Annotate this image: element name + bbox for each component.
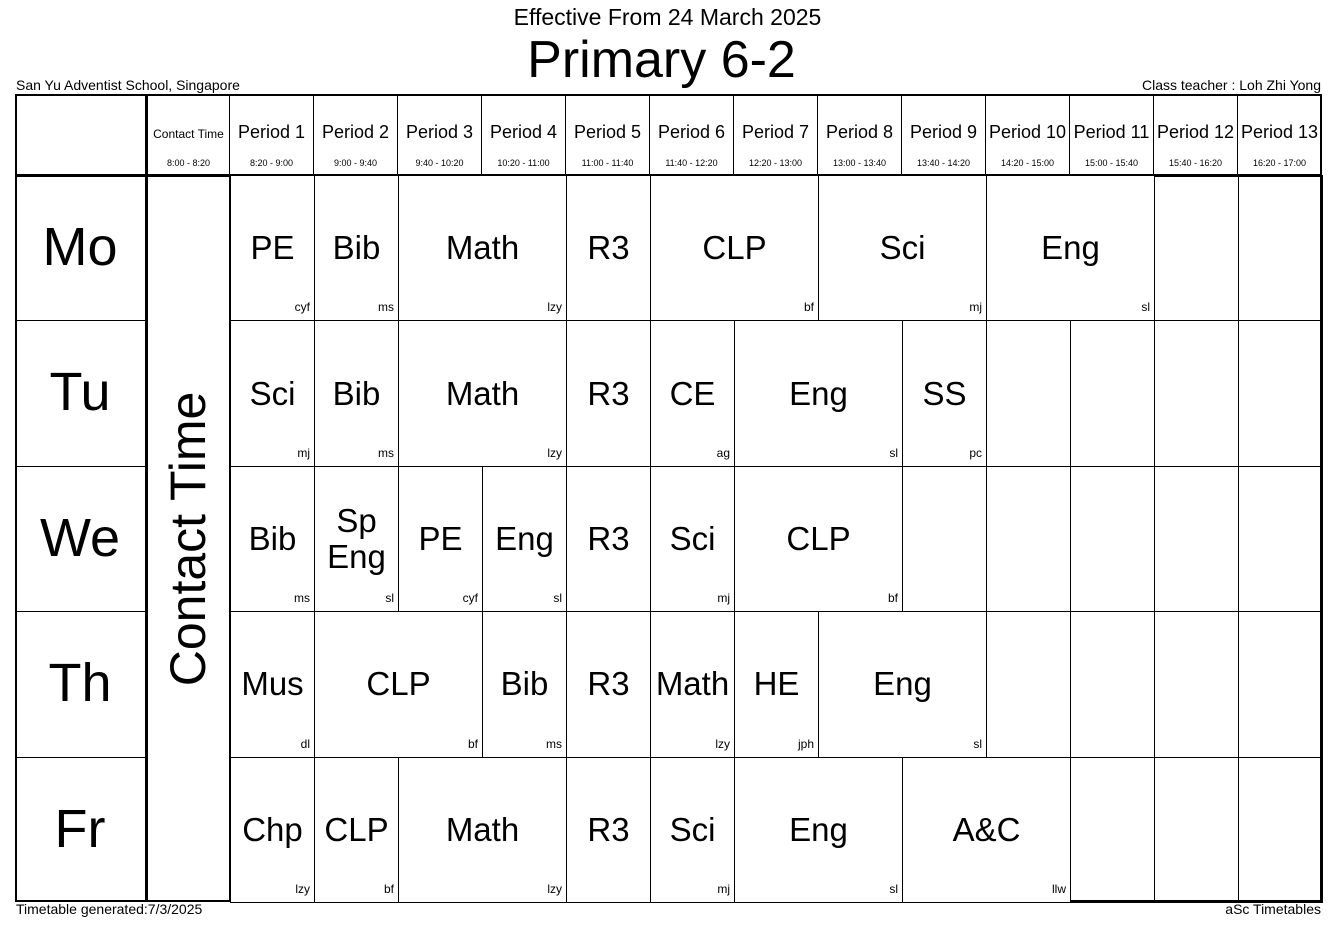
lesson-teacher: llw xyxy=(1052,881,1066,896)
period-name: Period 4 xyxy=(489,122,558,142)
lesson-subject: Chp xyxy=(242,810,303,848)
empty-slot xyxy=(1154,611,1239,757)
contact-time-column-label: Contact Time xyxy=(159,391,216,686)
period-name: Period 10 xyxy=(988,122,1067,142)
empty-slot xyxy=(1070,611,1155,757)
day-label: We xyxy=(39,507,121,568)
lesson-subject: Sci xyxy=(249,374,296,412)
period-time: 15:40 - 16:20 xyxy=(1168,158,1223,168)
empty-slot xyxy=(902,466,987,612)
lesson-subject: A&C xyxy=(952,810,1021,848)
period-header-12 xyxy=(1154,94,1238,175)
lesson-teacher: sl xyxy=(385,591,394,606)
lesson-card[interactable] xyxy=(482,466,567,612)
period-time: 16:20 - 17:00 xyxy=(1252,158,1307,168)
lesson-teacher: mj xyxy=(717,881,730,896)
lesson-teacher: dl xyxy=(300,736,310,751)
day-row-divider xyxy=(15,466,146,467)
lesson-card[interactable] xyxy=(314,611,483,757)
lesson-subject: Sci xyxy=(669,810,716,848)
contact-time-range: 8:00 - 8:20 xyxy=(166,158,211,168)
period-name: Period 3 xyxy=(405,122,474,142)
lesson-teacher: cyf xyxy=(294,300,310,315)
lesson-teacher: bf xyxy=(803,300,814,315)
lesson-teacher: bf xyxy=(467,736,478,751)
lesson-subject: Math xyxy=(445,374,520,412)
lesson-teacher: lzy xyxy=(295,881,310,896)
lesson-card[interactable] xyxy=(818,611,987,757)
period-header-7 xyxy=(734,94,818,175)
lesson-teacher: sl xyxy=(973,736,982,751)
generated-date: Timetable generated:7/3/2025 xyxy=(16,901,203,917)
period-time: 15:00 - 15:40 xyxy=(1084,158,1139,168)
empty-slot xyxy=(1154,175,1239,321)
lesson-subject: Bib xyxy=(500,665,549,703)
lesson-subject: Bib xyxy=(332,229,381,267)
lesson-teacher: ms xyxy=(378,300,394,315)
period-time: 10:20 - 11:00 xyxy=(497,158,550,168)
lesson-card[interactable] xyxy=(314,320,399,466)
period-name: Period 2 xyxy=(321,122,390,142)
lesson-card[interactable] xyxy=(902,757,1071,903)
lesson-subject: R3 xyxy=(587,229,630,267)
lesson-teacher: mj xyxy=(717,591,730,606)
period-time: 11:00 - 11:40 xyxy=(581,158,634,168)
empty-slot xyxy=(1154,320,1239,466)
period-name: Period 9 xyxy=(909,122,978,142)
lesson-subject: Eng xyxy=(1041,229,1100,267)
day-label: Tu xyxy=(49,362,111,423)
lesson-teacher: cyf xyxy=(462,591,478,606)
empty-slot xyxy=(1238,320,1323,466)
lesson-subject: Eng xyxy=(495,519,554,557)
lesson-subject: Sp Eng xyxy=(327,501,386,575)
lesson-teacher: ag xyxy=(716,445,730,460)
lesson-teacher: ms xyxy=(294,591,310,606)
lesson-card[interactable] xyxy=(230,320,315,466)
day-label: Mo xyxy=(42,217,118,277)
lesson-subject: R3 xyxy=(587,374,630,412)
lesson-teacher: lzy xyxy=(547,881,562,896)
lesson-teacher: ms xyxy=(378,445,394,460)
lesson-subject: Sci xyxy=(879,229,926,267)
lesson-card[interactable] xyxy=(566,320,651,466)
lesson-teacher: bf xyxy=(887,591,898,606)
lesson-subject: R3 xyxy=(587,519,630,557)
lesson-subject: Mus xyxy=(241,665,304,703)
period-header-8 xyxy=(818,94,902,175)
lesson-card[interactable] xyxy=(314,175,399,321)
lesson-card[interactable] xyxy=(314,757,399,903)
lesson-subject: CLP xyxy=(324,810,389,848)
lesson-card[interactable] xyxy=(902,320,987,466)
period-header-9 xyxy=(902,94,986,175)
period-time: 12:20 - 13:00 xyxy=(748,158,803,168)
lesson-card[interactable] xyxy=(230,757,315,903)
period-name: Period 1 xyxy=(237,122,306,142)
lesson-subject: Eng xyxy=(873,665,932,703)
period-name: Period 6 xyxy=(657,122,726,142)
lesson-teacher: mj xyxy=(969,300,982,315)
lesson-subject: CLP xyxy=(786,519,851,557)
lesson-teacher: lzy xyxy=(547,300,562,315)
lesson-card[interactable] xyxy=(230,466,315,612)
empty-slot xyxy=(986,466,1071,612)
period-name: Period 12 xyxy=(1156,122,1235,142)
period-header-3 xyxy=(398,94,482,175)
lesson-subject: PE xyxy=(250,229,295,267)
lesson-card[interactable] xyxy=(566,175,651,321)
lesson-subject: Eng xyxy=(789,374,848,412)
lesson-subject: Math xyxy=(655,665,730,703)
lesson-card[interactable] xyxy=(314,466,399,612)
lesson-teacher: lzy xyxy=(715,736,730,751)
lesson-card[interactable] xyxy=(398,320,567,466)
lesson-card[interactable] xyxy=(230,175,315,321)
period-header-13 xyxy=(1238,94,1322,175)
effective-date: Effective From 24 March 2025 xyxy=(513,4,822,30)
empty-slot xyxy=(1238,175,1323,321)
period-header-5 xyxy=(566,94,650,175)
contact-time-column xyxy=(146,175,229,902)
empty-slot xyxy=(1238,466,1323,612)
lesson-card[interactable] xyxy=(230,611,315,757)
period-name: Period 7 xyxy=(741,122,810,142)
lesson-card[interactable] xyxy=(566,611,651,757)
lesson-teacher: sl xyxy=(889,881,898,896)
lesson-card[interactable] xyxy=(734,611,819,757)
lesson-teacher: bf xyxy=(383,881,394,896)
school-name: San Yu Adventist School, Singapore xyxy=(16,77,240,93)
empty-slot xyxy=(986,320,1071,466)
lesson-card[interactable] xyxy=(398,466,483,612)
empty-slot xyxy=(1154,757,1239,903)
empty-slot xyxy=(1238,757,1323,903)
lesson-subject: CLP xyxy=(702,229,767,267)
period-header-11 xyxy=(1070,94,1154,175)
lesson-subject: Math xyxy=(445,229,520,267)
lesson-card[interactable] xyxy=(986,175,1155,321)
lesson-card[interactable] xyxy=(734,757,903,903)
period-name: Period 8 xyxy=(825,122,894,142)
lesson-card[interactable] xyxy=(650,611,735,757)
day-row-divider xyxy=(15,757,146,758)
period-time: 14:20 - 15:00 xyxy=(1000,158,1055,168)
period-header-4 xyxy=(482,94,566,175)
lesson-teacher: sl xyxy=(889,445,898,460)
day-row-divider xyxy=(15,320,146,321)
class-teacher: Class teacher : Loh Zhi Yong xyxy=(1141,77,1321,93)
period-header-1 xyxy=(230,94,314,175)
lesson-card[interactable] xyxy=(734,466,903,612)
lesson-subject: PE xyxy=(418,519,463,557)
day-label: Fr xyxy=(54,798,106,859)
empty-slot xyxy=(986,611,1071,757)
lesson-subject: Bib xyxy=(332,374,381,412)
lesson-card[interactable] xyxy=(734,320,903,466)
period-time: 11:40 - 12:20 xyxy=(665,158,718,168)
timetable-grid xyxy=(15,94,1322,902)
day-row-divider xyxy=(15,611,146,612)
empty-slot xyxy=(1070,757,1155,903)
lesson-subject: Sci xyxy=(669,519,716,557)
day-label: Th xyxy=(48,653,112,714)
lesson-card[interactable] xyxy=(566,757,651,903)
lesson-subject: CE xyxy=(669,374,716,412)
empty-slot xyxy=(1070,466,1155,612)
lesson-teacher: mj xyxy=(297,445,310,460)
lesson-teacher: sl xyxy=(553,591,562,606)
page-title: Primary 6-2 xyxy=(527,31,796,89)
lesson-card[interactable] xyxy=(482,611,567,757)
lesson-subject: Math xyxy=(445,810,520,848)
lesson-subject: CLP xyxy=(366,665,431,703)
period-header-6 xyxy=(650,94,734,175)
lesson-card[interactable] xyxy=(650,466,735,612)
brand-label: aSc Timetables xyxy=(1225,901,1321,917)
lesson-subject: Eng xyxy=(789,810,848,848)
lesson-subject: R3 xyxy=(587,665,630,703)
period-name: Period 13 xyxy=(1240,122,1319,142)
lesson-subject: R3 xyxy=(587,810,630,848)
lesson-subject: HE xyxy=(753,665,800,703)
empty-slot xyxy=(1070,320,1155,466)
lesson-card[interactable] xyxy=(650,320,735,466)
lesson-card[interactable] xyxy=(650,757,735,903)
empty-slot xyxy=(1154,466,1239,612)
empty-slot xyxy=(1238,611,1323,757)
period-header-2 xyxy=(314,94,398,175)
contact-time-label: Contact Time xyxy=(153,127,224,141)
period-name: Period 11 xyxy=(1073,122,1150,142)
period-time: 13:40 - 14:20 xyxy=(916,158,971,168)
period-time: 13:00 - 13:40 xyxy=(832,158,887,168)
contact-time-header xyxy=(148,94,229,174)
lesson-teacher: lzy xyxy=(547,445,562,460)
lesson-card[interactable] xyxy=(566,466,651,612)
lesson-card[interactable] xyxy=(650,175,819,321)
lesson-card[interactable] xyxy=(398,757,567,903)
lesson-teacher: ms xyxy=(546,736,562,751)
period-time: 8:20 - 9:00 xyxy=(249,158,294,168)
lesson-teacher: jph xyxy=(797,736,814,751)
period-time: 9:40 - 10:20 xyxy=(415,158,464,168)
lesson-subject: Bib xyxy=(248,519,297,557)
lesson-teacher: sl xyxy=(1141,300,1150,315)
period-time: 9:00 - 9:40 xyxy=(333,158,378,168)
lesson-subject: SS xyxy=(922,374,967,412)
lesson-card[interactable] xyxy=(818,175,987,321)
lesson-card[interactable] xyxy=(398,175,567,321)
lesson-teacher: pc xyxy=(969,445,982,460)
period-name: Period 5 xyxy=(573,122,642,142)
period-header-10 xyxy=(986,94,1070,175)
